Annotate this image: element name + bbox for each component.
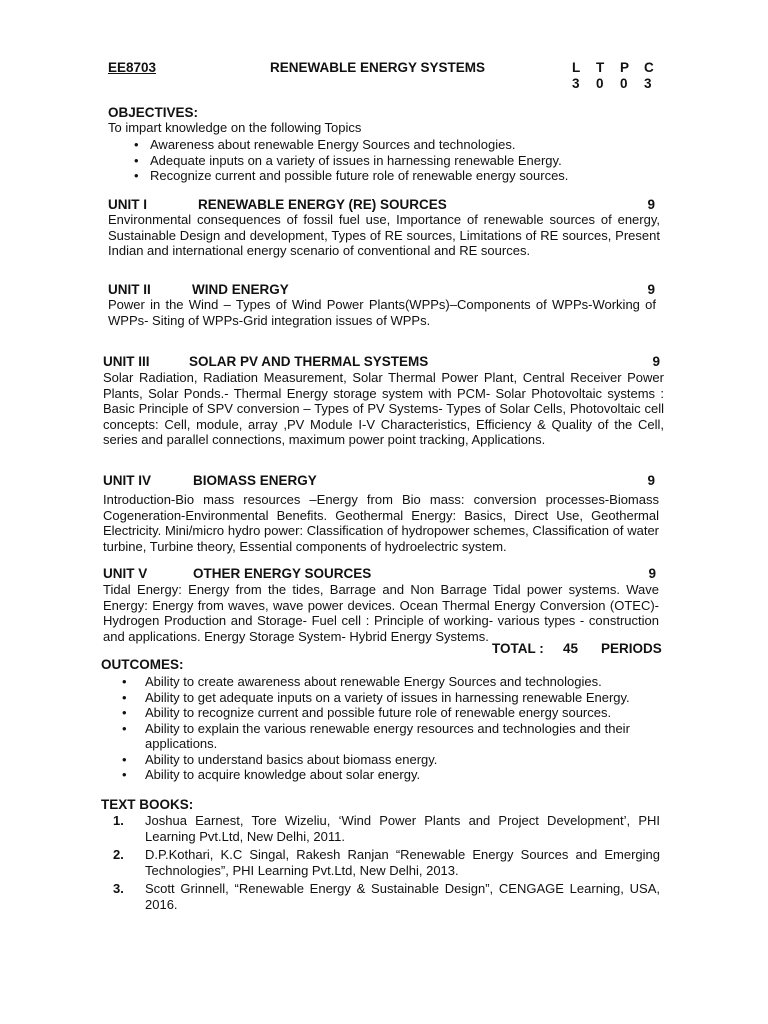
bullet-icon: • [134,152,139,168]
ltpc-label: T [596,60,605,75]
list-item: • Ability to explain the various renewable energy resources and technologies and their applications. [122,720,630,751]
unit-body: Introduction-Bio mass resources –Energy from Bio mass: conversion processes-Biomass Cogeneration-Environmental Benefits. Geothermal Energy: Basics, Direct Use, Geothermal Electricity. Mini/micro hydro power: Classification of hydropower schemes, Classification of water turbine, Turbine theory, Essential components of hydroelectric system. [103,492,659,554]
unit-title: OTHER ENERGY SOURCES [193,566,372,581]
item-number: 1. [113,813,124,828]
total-label: TOTAL : [492,641,544,656]
ltpc-table [572,60,668,91]
item-number: 2. [113,847,124,862]
list-item: • Adequate inputs on a variety of issues in harnessing renewable Energy. [134,152,562,168]
ltpc-value: 3 [572,76,580,91]
unit-number: UNIT IV [103,473,152,488]
unit-title: WIND ENERGY [192,282,289,297]
objectives-list [134,137,674,184]
course-title: RENEWABLE ENERGY SYSTEMS [270,60,486,75]
item-number: 3. [113,881,124,896]
ltpc-label: C [644,60,654,75]
unit-heading [103,473,655,488]
unit-title: SOLAR PV AND THERMAL SYSTEMS [189,354,429,369]
ltpc-label: L [572,60,581,75]
list-item: • Ability to get adequate inputs on a variety of issues in harnessing renewable Energy. [122,689,630,705]
unit-body: Solar Radiation, Radiation Measurement, Solar Thermal Power Plant, Central Receiver Power Plants, Solar Ponds.- Thermal Energy storage system with PCM- Solar Photovoltaic systems : Basic Principle of SPV conversion – Types of PV Systems- Types of Solar Cells, Photovoltaic cell concepts: Cell, module, array ,PV Module I-V Characteristics, Efficiency & Quality of the Cell, series and parallel connections, maximum power point tracking, Applications. [103,370,664,447]
ltpc-label: P [620,60,630,75]
bullet-icon: • [122,720,127,736]
unit-number: UNIT V [103,566,148,581]
list-item: • Awareness about renewable Energy Sources and technologies. [134,137,516,152]
bullet-icon: • [122,751,127,767]
textbooks-heading: TEXT BOOKS: [101,797,194,812]
list-item [113,881,660,912]
bullet-icon: • [122,674,127,689]
bullet-icon: • [134,137,139,152]
unit-body: Power in the Wind – Types of Wind Power Plants(WPPs)–Components of WPPs-Working of WPPs- Siting of WPPs-Grid integration issues of WPPs. [108,297,656,328]
unit-body: Tidal Energy: Energy from the tides, Barrage and Non Barrage Tidal power systems. Wave Energy: Energy from waves, wave power devices. Ocean Thermal Energy Conversion (OTEC)- Hydrogen Production and Storage- Fuel cell : Principle of working- various types - construction and applications. Energy Storage System- Hybrid Energy Systems. [103,582,659,644]
course-code: EE8703 [108,60,157,75]
unit-number: UNIT I [108,197,147,212]
total-unit: PERIODS [601,641,662,656]
ltpc-value: 3 [644,76,652,91]
textbooks-list [113,813,660,915]
ltpc-value: 0 [620,76,628,91]
total-value: 45 [563,641,579,656]
unit-heading [108,282,655,297]
unit-hours: 9 [652,354,660,369]
unit-heading [103,354,660,369]
bullet-icon: • [134,168,139,183]
unit-hours: 9 [647,473,655,488]
unit-body: Environmental consequences of fossil fuel use, Importance of renewable sources of energy, Sustainable Design and development, Types of RE sources, Limitations of RE sources, Present Indian and international energy scenario of conventional and RE sources. [108,212,660,258]
bullet-icon: • [122,705,127,720]
unit-title: RENEWABLE ENERGY (RE) SOURCES [198,197,447,212]
unit-heading [103,566,656,581]
unit-hours: 9 [647,197,655,212]
list-item: • Ability to understand basics about biomass energy. [122,751,438,767]
list-item: • Ability to create awareness about renewable Energy Sources and technologies. [122,674,602,689]
list-item: • Ability to recognize current and possible future role of renewable energy sources. [122,705,612,720]
list-item [113,847,660,878]
bullet-icon: • [122,689,127,705]
objectives-heading: OBJECTIVES: [108,105,199,120]
list-item: • Recognize current and possible future role of renewable energy sources. [134,168,569,183]
unit-hours: 9 [647,282,655,297]
objectives-intro: To impart knowledge on the following Topics [108,120,362,135]
unit-number: UNIT III [103,354,150,369]
unit-heading [108,197,655,212]
ltpc-value: 0 [596,76,604,91]
item-text: D.P.Kothari, K.C Singal, Rakesh Ranjan “Renewable Energy Sources and Emerging Technologies”, PHI Learning Pvt.Ltd, New Delhi, 2013. [145,847,660,878]
item-text: Joshua Earnest, Tore Wizeliu, ‘Wind Power Plants and Project Development’, PHI Learning Pvt.Ltd, New Delhi, 2011. [145,813,660,844]
unit-title: BIOMASS ENERGY [193,473,317,488]
outcomes-heading: OUTCOMES: [101,657,184,672]
bullet-icon: • [122,767,127,782]
list-item [113,813,660,844]
unit-hours: 9 [648,566,656,581]
unit-number: UNIT II [108,282,151,297]
list-item: • Ability to acquire knowledge about solar energy. [122,767,421,782]
outcomes-list [122,674,662,783]
item-text: Scott Grinnell, “Renewable Energy & Sustainable Design”, CENGAGE Learning, USA, 2016. [145,881,660,912]
